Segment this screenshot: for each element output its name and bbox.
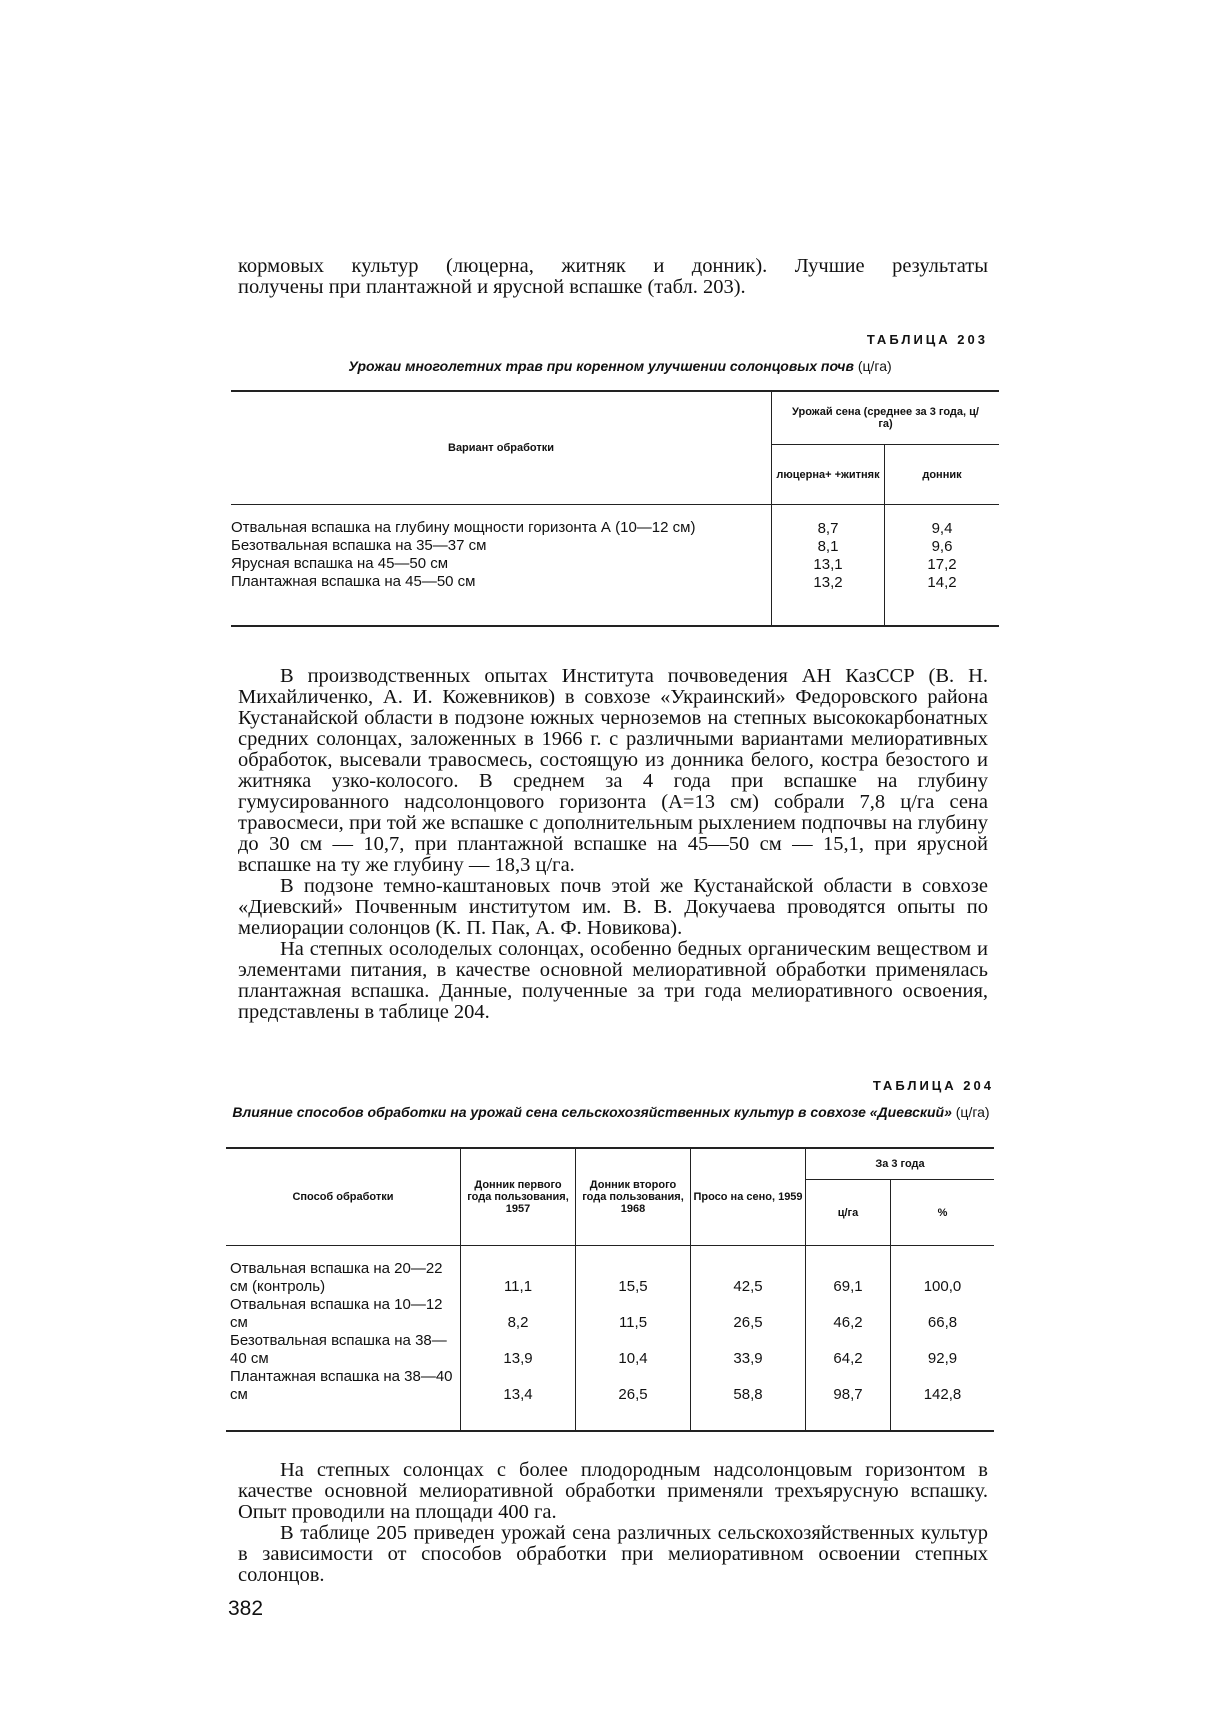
t204-col-method: Способ обработки [226,1148,461,1246]
t204-cell: 100,0 [891,1260,995,1296]
t204-cell: 8,2 [461,1296,576,1332]
intro-paragraph [238,256,988,298]
t203-cell: 13,1 [772,555,885,573]
t204-cell: 11,5 [576,1296,691,1332]
t204-cell: 92,9 [891,1332,995,1368]
t204-col-5: % [891,1180,995,1246]
t204-row-label: Плантажная вспашка на 38—40 см [230,1368,453,1403]
t204-cell: 11,1 [461,1260,576,1296]
t204-cell: 98,7 [806,1368,891,1404]
closing-paragraph-2: В таблице 205 приведен урожай сена различных сельскохозяйственных культур в зависимости от способов обработки при мелиоративном освоении степных солонцов. [238,1522,988,1586]
t204-col-1: Донник первого года пользования, 1957 [461,1148,576,1246]
table-203-caption-unit: (ц/га) [857,358,892,374]
t204-col-group: За 3 года [806,1148,995,1180]
t204-row-label: Безотвальная вспашка на 38—40 см [230,1332,447,1367]
page-number: 382 [228,1597,264,1620]
t204-cell: 26,5 [576,1368,691,1404]
body-paragraph-3: На степных осолоделых солонцах, особенно бедных органическим веществом и элементами питания, в качестве основной мелиоративной обработки применялась плантажная вспашка. Данные, полученные за три года мелиоративного освоения, представлены в таблице 204. [238,938,988,1023]
t204-col-4: ц/га [806,1180,891,1246]
t204-cell: 42,5 [691,1260,806,1296]
closing-paragraph-1: На степных солонцах с более плодородным надсолонцовым горизонтом в качестве основной мелиоративной обработки применяли трехъярусную вспашку. Опыт проводили на площади 400 га. [238,1459,988,1523]
table-204-tag: ТАБЛИЦА 204 [872,1078,994,1093]
t204-cell: 26,5 [691,1296,806,1332]
t203-cell: 17,2 [885,555,1000,573]
t204-cell: 66,8 [891,1296,995,1332]
t203-row-label: Отвальная вспашка на глубину мощности горизонта А (10—12 см) [231,519,696,536]
t204-cell: 142,8 [891,1368,995,1404]
t204-cell: 10,4 [576,1332,691,1368]
closing-text [238,1460,988,1586]
intro-line-1: кормовых культур (люцерна, житняк и донник). Лучшие результаты [238,255,988,277]
t203-col-b: донник [885,445,1000,505]
t203-cell: 8,1 [772,537,885,555]
t203-col-a: люцерна+ +житняк [772,445,885,505]
t204-row-label: Отвальная вспашка на 10—12 см [230,1296,443,1331]
t204-cell: 13,9 [461,1332,576,1368]
t203-col-variant: Вариант обработки [231,391,772,505]
intro-line-2: получены при плантажной и ярусной вспашке (табл. 203). [238,276,746,298]
t204-cell: 33,9 [691,1332,806,1368]
t204-row-label: Отвальная вспашка на 20—22 см (контроль) [230,1260,443,1295]
t204-col-3: Просо на сено, 1959 [691,1148,806,1246]
t203-cell: 13,2 [772,573,885,591]
body-text [238,666,988,1023]
table-203-caption-text: Урожаи многолетних трав при коренном улучшении солонцовых почв [348,358,854,374]
table-203-tag: ТАБЛИЦА 203 [866,332,988,347]
table-204-caption [226,1103,996,1121]
t204-cell: 46,2 [806,1296,891,1332]
t204-cell: 69,1 [806,1260,891,1296]
t203-cell: 8,7 [772,519,885,537]
t203-cell: 9,4 [885,519,1000,537]
table-204-caption-text: Влияние способов обработки на урожай сена сельскохозяйственных культур в совхозе «Диевский» [232,1104,952,1120]
t204-col-2: Донник второго года пользования, 1968 [576,1148,691,1246]
t204-cell: 13,4 [461,1368,576,1404]
t204-cell: 15,5 [576,1260,691,1296]
body-paragraph-2: В подзоне темно-каштановых почв этой же Кустанайской области в совхозе «Диевский» Почвенным институтом им. В. В. Докучаева проводятся опыты по мелиорации солонцов (К. П. Пак, А. Ф. Новикова). [238,875,988,939]
table-204 [226,1147,994,1432]
t204-cell: 58,8 [691,1368,806,1404]
t203-row-label: Ярусная вспашка на 45—50 см [231,555,449,572]
body-paragraph-1: В производственных опытах Института почвоведения АН КазССР (В. Н. Михайличенко, А. И. Кожевников) в совхозе «Украинский» Федоровского района Кустанайской области в подзоне южных черноземов на степных высококарбонатных средних солонцах, заложенных в 1966 г. с различными вариантами мелиоративных обработок, высевали травосмесь, состоящую из донника белого, костра безостого и житняка узко-колосого. В среднем за 4 года при вспашке на глубину гумусированного надсолонцового горизонта (А=13 см) собрали 7,8 ц/га сена травосмеси, при той же вспашке с дополнительным рыхлением подпочвы на глубину до 30 см — 10,7, при плантажной вспашке на 45—50 см — 15,1, при ярусной вспашке на ту же глубину — 18,3 ц/га. [238,665,988,876]
t204-cell: 64,2 [806,1332,891,1368]
t203-row-label: Безотвальная вспашка на 35—37 см [231,537,487,554]
table-204-caption-unit: (ц/га) [955,1104,990,1120]
table-203-caption [240,358,1000,374]
t203-cell: 9,6 [885,537,1000,555]
t203-cell: 14,2 [885,573,1000,591]
t203-row-label: Плантажная вспашка на 45—50 см [231,573,476,590]
t203-col-group: Урожай сена (среднее за 3 года, ц/га) [772,391,1000,445]
table-203 [231,390,999,627]
